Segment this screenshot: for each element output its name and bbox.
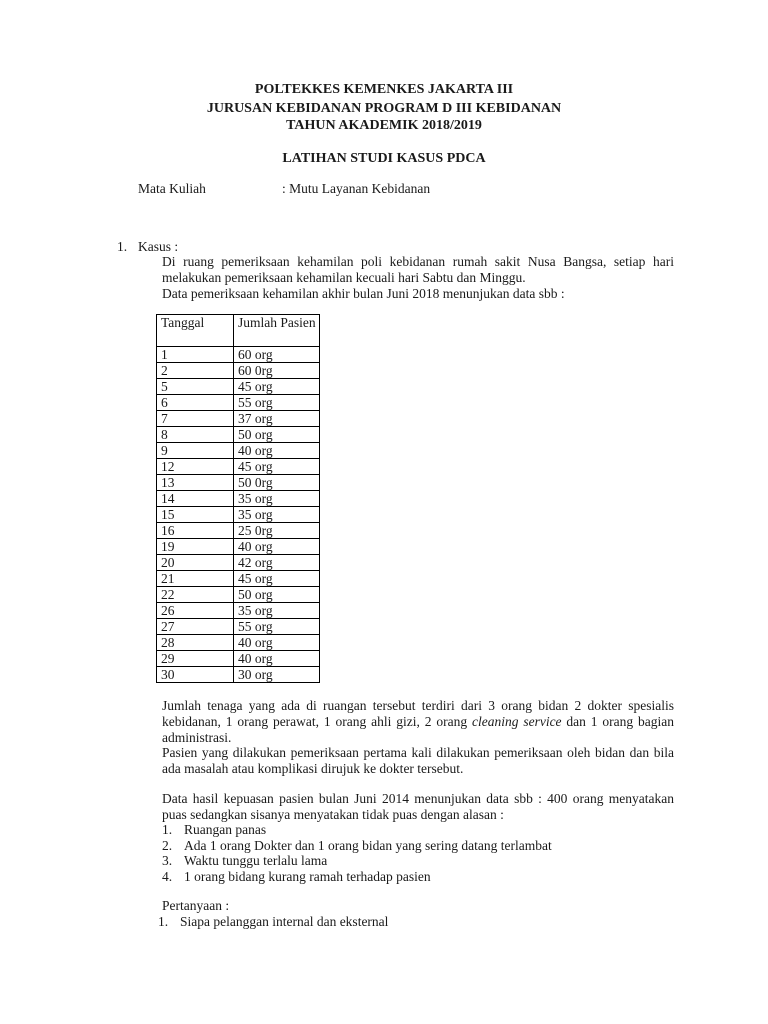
table-row — [157, 491, 320, 507]
table-row — [157, 395, 320, 411]
table-row — [157, 603, 320, 619]
table-row — [157, 635, 320, 651]
table-row — [157, 571, 320, 587]
academic-year: TAHUN AKADEMIK 2018/2019 — [286, 118, 482, 133]
cell-tanggal: 14 — [157, 491, 234, 507]
cell-tanggal: 12 — [157, 459, 234, 475]
cell-jumlah-pasien: 55 org — [234, 395, 320, 411]
table-row — [157, 347, 320, 363]
cell-tanggal: 8 — [157, 427, 234, 443]
document-title: LATIHAN STUDI KASUS PDCA — [282, 151, 486, 166]
cell-jumlah-pasien: 40 org — [234, 651, 320, 667]
cell-jumlah-pasien: 42 org — [234, 555, 320, 571]
cell-tanggal: 6 — [157, 395, 234, 411]
table-row — [157, 459, 320, 475]
case-number: 1. — [117, 239, 128, 254]
table-row — [157, 651, 320, 667]
cell-tanggal: 2 — [157, 363, 234, 379]
cell-jumlah-pasien: 35 org — [234, 491, 320, 507]
cell-tanggal: 26 — [157, 603, 234, 619]
table-row — [157, 667, 320, 683]
table-row — [157, 427, 320, 443]
cell-tanggal: 22 — [157, 587, 234, 603]
header-tanggal: Tanggal — [157, 315, 234, 347]
table-row — [157, 443, 320, 459]
table-row — [157, 507, 320, 523]
table-row — [157, 539, 320, 555]
staff-paragraph — [162, 698, 674, 746]
cell-jumlah-pasien: 50 org — [234, 427, 320, 443]
cell-tanggal: 13 — [157, 475, 234, 491]
cell-tanggal: 21 — [157, 571, 234, 587]
cell-jumlah-pasien: 50 0rg — [234, 475, 320, 491]
table-row — [157, 555, 320, 571]
table-header-row — [157, 315, 320, 347]
cell-jumlah-pasien: 35 org — [234, 507, 320, 523]
cell-jumlah-pasien: 45 org — [234, 571, 320, 587]
table-row — [157, 379, 320, 395]
satisfaction-paragraph: Data hasil kepuasan pasien bulan Juni 2014 menunjukan data sbb : 400 orang menyatakan puas sedangkan sisanya menyatakan tidak puas dengan alasan : — [162, 791, 674, 822]
cell-tanggal: 15 — [157, 507, 234, 523]
data-intro: Data pemeriksaan kehamilan akhir bulan Juni 2018 menunjukan data sbb : — [162, 286, 565, 301]
cell-jumlah-pasien: 30 org — [234, 667, 320, 683]
cell-tanggal: 27 — [157, 619, 234, 635]
cell-tanggal: 16 — [157, 523, 234, 539]
cell-jumlah-pasien: 40 org — [234, 635, 320, 651]
document-page: POLTEKKES KEMENKES JAKARTA III JURUSAN KEBIDANAN PROGRAM D III KEBIDANAN TAHUN AKADEMIK 2018/2019 LATIHAN STUDI KASUS PDCA Mata Kuliah : Mutu Layanan Kebidanan 1. Kasus : Di ruang pemeriksaan kehamilan poli kebidanan rumah sakit Nusa Bangsa, setiap hari melakukan pemeriksaan kehamilan kecuali hari Sabtu dan Minggu. Data pemeriksaan kehamilan akhir bulan Juni 2018 menunjukan data sbb : Tanggal Jumlah Pasien 1 60 org 2 60 0rg 5 45 org 6 55 org 7 37 org 8 50 org 9 40 org 12 45 org 13 50 0rg 14 35 org 15 35 org 16 25 0rg 19 40 org 20 42 org 21 45 org 22 50 org 26 35 org 27 55 org 28 40 org 29 40 org 30 30 org Jumlah tenaga yang ada di ruangan tersebut terdiri dari 3 orang bidan 2 dokter spesialis kebidanan, 1 orang perawat, 1 orang ahli gizi, 2 orang cleaning service dan 1 orang bagian administrasi. Pasien yang dilakukan pemeriksaan pertama kali dilakukan pemeriksaan oleh bidan dan bila ada masalah atau komplikasi dirujuk ke dokter tersebut. Data hasil kepuasan pasien bulan Juni 2014 menunjukan data sbb : 400 orang menyatakan puas sedangkan sisanya menyatakan tidak puas dengan alasan : 1. Ruangan panas 2. Ada 1 orang Dokter dan 1 orang bidan yang sering datang terlambat 3. Waktu tunggu terlalu lama 4. 1 orang bidang kurang ramah terhadap pasien Pertanyaan : 1. Siapa pelanggan internal dan eksternal — [0, 0, 768, 1024]
cell-tanggal: 20 — [157, 555, 234, 571]
staff-text-before: Jumlah tenaga yang ada di ruangan tersebut terdiri dari 3 orang bidan 2 dokter spesialis kebidanan, 1 orang perawat, 1 orang ahli gizi, 2 orang — [162, 698, 674, 729]
cell-tanggal: 9 — [157, 443, 234, 459]
table-row — [157, 587, 320, 603]
table-row — [157, 363, 320, 379]
table-row — [157, 475, 320, 491]
table-row — [157, 411, 320, 427]
cell-tanggal: 29 — [157, 651, 234, 667]
questions-heading: Pertanyaan : — [162, 898, 230, 913]
cell-jumlah-pasien: 37 org — [234, 411, 320, 427]
header-jumlah-pasien: Jumlah Pasien — [234, 315, 320, 347]
staff-text-italic: cleaning service — [471, 714, 562, 729]
cell-jumlah-pasien: 60 0rg — [234, 363, 320, 379]
referral-paragraph: Pasien yang dilakukan pemeriksaan pertama kali dilakukan pemeriksaan oleh bidan dan bila ada masalah atau komplikasi dirujuk ke dokter tersebut. — [162, 745, 674, 776]
cell-jumlah-pasien: 40 org — [234, 539, 320, 555]
cell-tanggal: 7 — [157, 411, 234, 427]
patient-data-table — [156, 314, 320, 683]
cell-tanggal: 5 — [157, 379, 234, 395]
cell-jumlah-pasien: 40 org — [234, 443, 320, 459]
case-intro: Di ruang pemeriksaan kehamilan poli kebidanan rumah sakit Nusa Bangsa, setiap hari melakukan pemeriksaan kehamilan kecuali hari Sabtu dan Minggu. — [162, 254, 674, 285]
cell-tanggal: 1 — [157, 347, 234, 363]
department-name: JURUSAN KEBIDANAN PROGRAM D III KEBIDANAN — [206, 101, 562, 116]
table-row — [157, 619, 320, 635]
staff-text-after: dan 1 orang bagian administrasi. — [162, 714, 675, 745]
table-body — [157, 347, 320, 683]
course-value: : Mutu Layanan Kebidanan — [282, 181, 431, 196]
institution-name: POLTEKKES KEMENKES JAKARTA III — [254, 82, 514, 97]
course-label: Mata Kuliah — [138, 181, 206, 196]
cell-tanggal: 19 — [157, 539, 234, 555]
cell-jumlah-pasien: 55 org — [234, 619, 320, 635]
cell-jumlah-pasien: 35 org — [234, 603, 320, 619]
cell-jumlah-pasien: 60 org — [234, 347, 320, 363]
cell-jumlah-pasien: 25 0rg — [234, 523, 320, 539]
case-heading: Kasus : — [138, 239, 179, 254]
cell-jumlah-pasien: 45 org — [234, 459, 320, 475]
cell-jumlah-pasien: 50 org — [234, 587, 320, 603]
cell-tanggal: 28 — [157, 635, 234, 651]
cell-tanggal: 30 — [157, 667, 234, 683]
cell-jumlah-pasien: 45 org — [234, 379, 320, 395]
table-row — [157, 523, 320, 539]
